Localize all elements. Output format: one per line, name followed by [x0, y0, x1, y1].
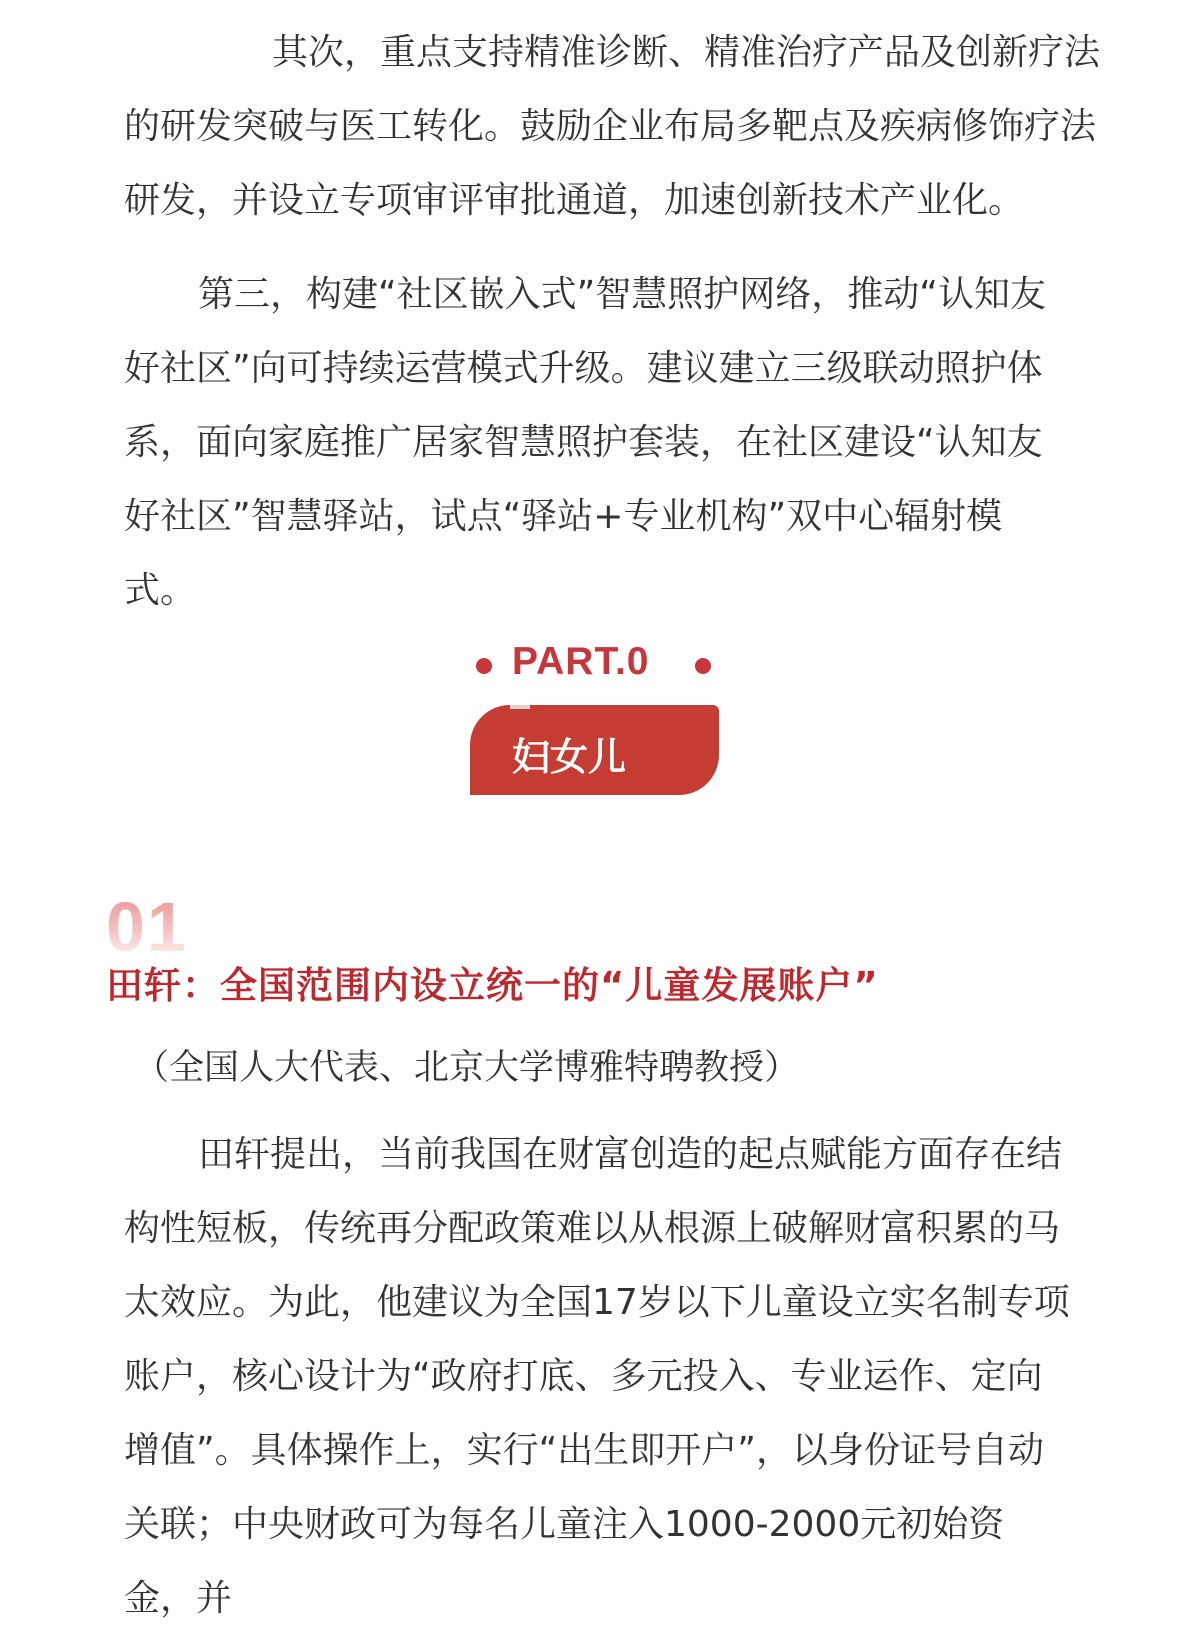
paragraph-community-care-network: 第三，构建“社区嵌入式”智慧照护网络，推动“认知友好社区”向可持续运营模式升级。建议建立三级联动照护体系，面向家庭推广居家智慧照护套装，在社区建设“认知友好社区”智慧驿站，试点“驿站+专业机构”双中心辐射模式。	[124, 274, 1046, 611]
section-heading: 田轩：全国范围内设立统一的“儿童发展账户”	[106, 964, 879, 1007]
paragraph-child-development-account: 田轩提出，当前我国在财富创造的起点赋能方面存在结构性短板，传统再分配政策难以从根源上破解财富积累的马太效应。为此，他建议为全国17岁以下儿童设立实名制专项账户，核心设计为“政府打底、多元投入、专业运作、定向增值”。具体操作上，实行“出生即开户”，以身份证号自动关联；中央财政可为每名儿童注入1000-2000元初始资金，并	[124, 1134, 1070, 1619]
dot-icon	[695, 658, 711, 674]
section-subtitle: （全国人大代表、北京大学博雅特聘教授）	[134, 1048, 800, 1088]
paragraph-precision-diagnosis: 其次，重点支持精准诊断、精准治疗产品及创新疗法的研发突破与医工转化。鼓励企业布局多靶点及疾病修饰疗法研发，并设立专项审评审批通道，加速创新技术产业化。	[124, 32, 1101, 221]
part-label: PART.0	[512, 640, 650, 683]
tab-accent-mark	[510, 705, 530, 709]
section-number: 01	[106, 888, 188, 966]
dot-icon	[476, 658, 492, 674]
part-tab-title: 妇女儿童	[512, 735, 627, 839]
part-tab	[470, 705, 719, 839]
